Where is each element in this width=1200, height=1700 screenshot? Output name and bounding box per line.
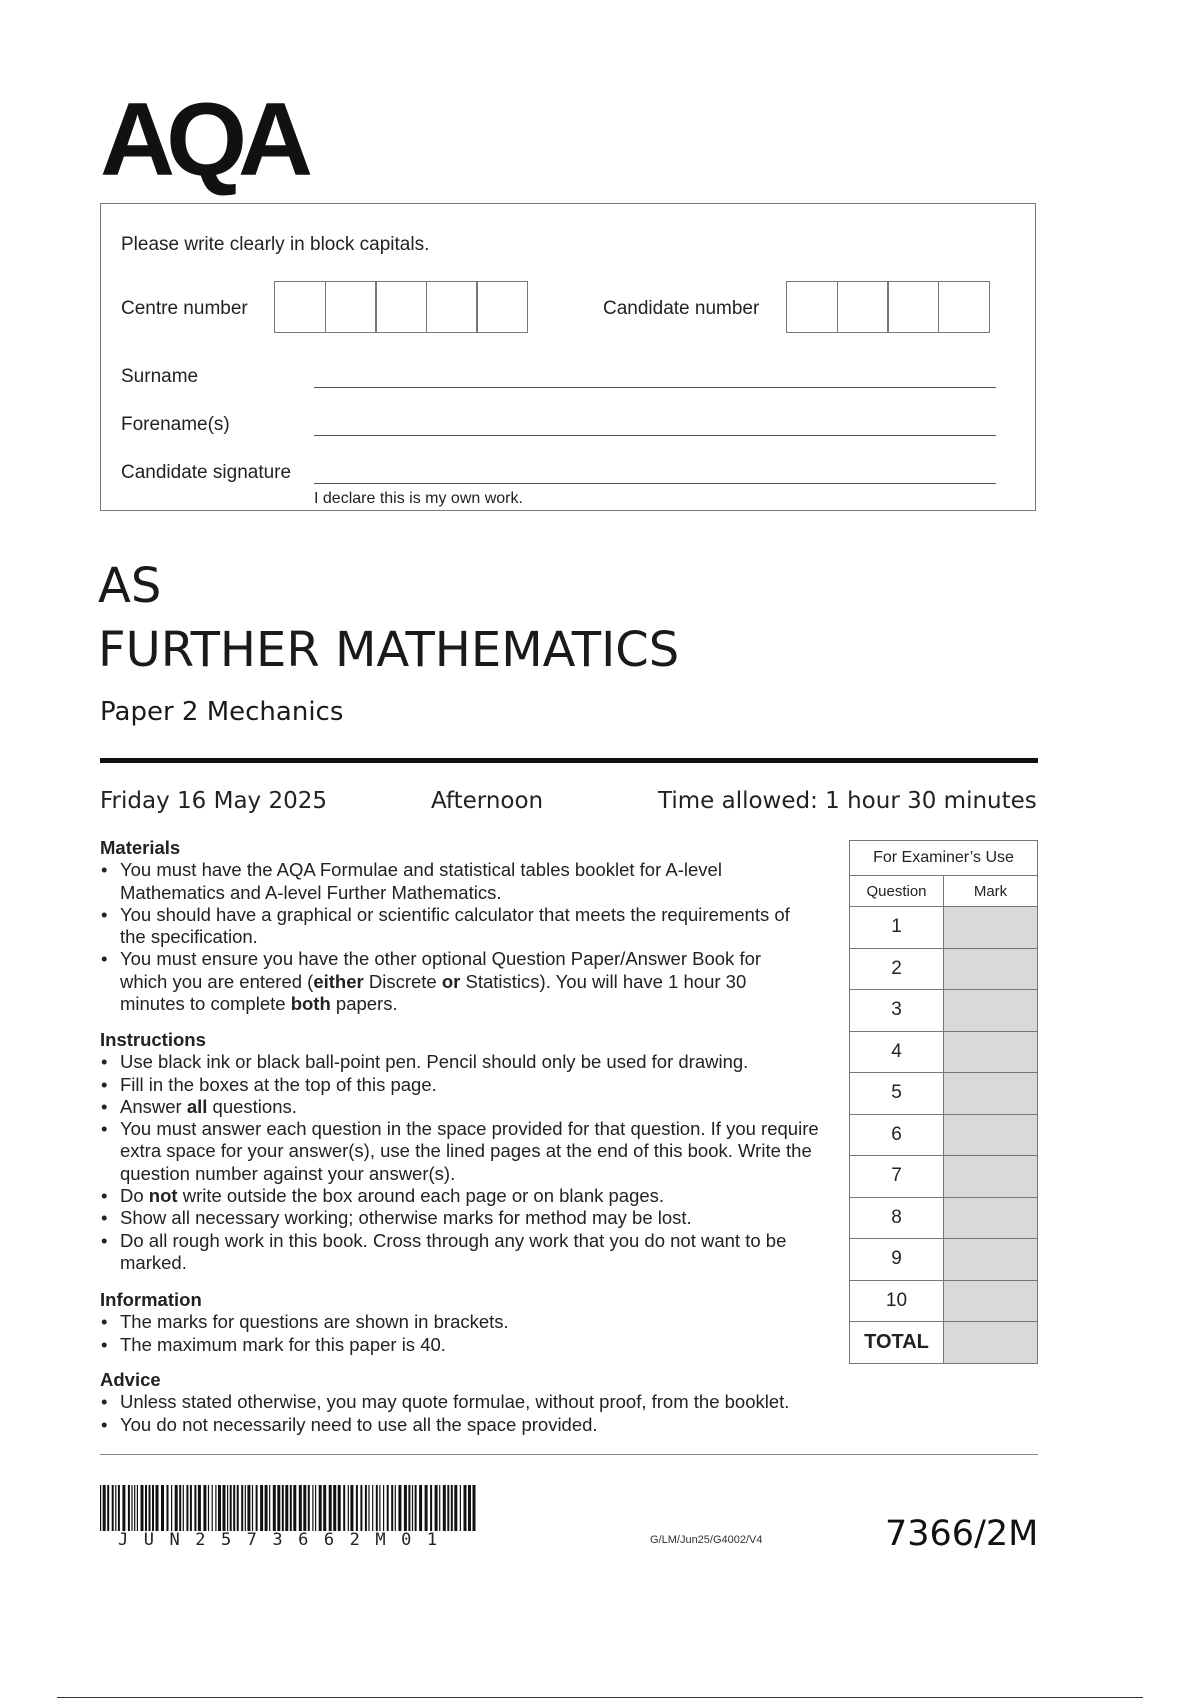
centre-number-digit-box[interactable]: [325, 281, 377, 333]
table-row: [850, 907, 1038, 949]
title-divider: [100, 758, 1038, 763]
paper-title: Paper 2 Mechanics: [100, 697, 344, 727]
surname-line[interactable]: [314, 387, 996, 388]
list-item: • Fill in the boxes at the top of this page.: [100, 1074, 840, 1096]
paper-code: 7366/2M: [885, 1514, 1039, 1554]
centre-number-label: Centre number: [121, 298, 248, 319]
list-item: • Do all rough work in this book. Cross through any work that you do not want to be marked.: [100, 1230, 840, 1275]
table-row: [850, 948, 1038, 990]
time-allowed: Time allowed: 1 hour 30 minutes: [658, 788, 1037, 814]
centre-number-digit-box[interactable]: [274, 281, 326, 333]
mark-cell: [944, 1197, 1038, 1239]
signature-line[interactable]: [314, 483, 996, 484]
total-row: [850, 1322, 1038, 1364]
forenames-label: Forename(s): [121, 414, 230, 435]
mark-cell: [944, 1031, 1038, 1073]
block-capitals-instruction: Please write clearly in block capitals.: [121, 234, 430, 255]
information-heading: Information: [100, 1289, 202, 1310]
centre-number-boxes: [274, 281, 528, 333]
table-row: [850, 1197, 1038, 1239]
question-number: 4: [850, 1031, 944, 1073]
surname-label: Surname: [121, 366, 199, 387]
advice-section: [100, 1369, 1000, 1436]
information-section: [100, 1289, 840, 1356]
candidate-number-label: Candidate number: [603, 298, 760, 319]
candidate-details-box: [100, 203, 1036, 511]
question-number: 9: [850, 1239, 944, 1281]
table-row: [850, 990, 1038, 1032]
list-item: • Unless stated otherwise, you may quote formulae, without proof, from the booklet.: [100, 1391, 1000, 1413]
candidate-number-digit-box[interactable]: [887, 281, 939, 333]
candidate-number-digit-box[interactable]: [837, 281, 889, 333]
mark-cell: [944, 1114, 1038, 1156]
question-number: 8: [850, 1197, 944, 1239]
question-number: 6: [850, 1114, 944, 1156]
examiners-use-table: [849, 840, 1038, 1364]
total-mark-cell: [944, 1322, 1038, 1364]
document-reference-code: G/LM/Jun25/G4002/V4: [650, 1534, 763, 1546]
table-row: [850, 1280, 1038, 1322]
mark-cell: [944, 990, 1038, 1032]
list-item: • You must have the AQA Formulae and statistical tables booklet for A-level Mathematics and A-level Further Mathematics.: [100, 859, 790, 904]
question-number: 2: [850, 948, 944, 990]
question-number: 5: [850, 1073, 944, 1115]
list-item: • Answer all questions.: [100, 1096, 840, 1118]
examiners-use-header: For Examiner’s Use: [850, 841, 1038, 876]
mark-column-header: Mark: [944, 876, 1038, 907]
exam-date: Friday 16 May 2025: [100, 788, 327, 814]
centre-number-digit-box[interactable]: [426, 281, 478, 333]
declaration-text: I declare this is my own work.: [314, 490, 523, 507]
footer-divider: [100, 1454, 1038, 1455]
table-row: [850, 1073, 1038, 1115]
subject-title: FURTHER MATHEMATICS: [98, 622, 680, 678]
candidate-number-digit-box[interactable]: [938, 281, 990, 333]
qualification-level: AS: [98, 558, 162, 614]
page-bottom-line: [57, 1697, 1143, 1698]
table-row: [850, 1031, 1038, 1073]
list-item: • You must answer each question in the space provided for that question. If you require extra space for your answer(s), use the lined pages at the end of this book. Write the question number against your answer(s).: [100, 1118, 840, 1185]
barcode-image: [100, 1485, 478, 1531]
centre-number-digit-box[interactable]: [375, 281, 427, 333]
materials-heading: Materials: [100, 837, 181, 858]
instructions-section: [100, 1029, 840, 1274]
mark-cell: [944, 948, 1038, 990]
instructions-heading: Instructions: [100, 1029, 206, 1050]
total-label: TOTAL: [850, 1322, 944, 1364]
list-item: • You do not necessarily need to use all the space provided.: [100, 1414, 1000, 1436]
question-number: 10: [850, 1280, 944, 1322]
list-item: • Do not write outside the box around each page or on blank pages.: [100, 1185, 840, 1207]
barcode-number: JUN2573662M01: [118, 1530, 453, 1550]
candidate-number-boxes: [786, 281, 990, 333]
question-number: 3: [850, 990, 944, 1032]
list-item: • The maximum mark for this paper is 40.: [100, 1334, 840, 1356]
list-item: • Use black ink or black ball-point pen. Pencil should only be used for drawing.: [100, 1051, 840, 1073]
materials-section: [100, 837, 790, 1015]
mark-cell: [944, 1073, 1038, 1115]
table-row: [850, 1156, 1038, 1198]
aqa-logo: AQA: [100, 82, 305, 198]
list-item: • Show all necessary working; otherwise marks for method may be lost.: [100, 1207, 840, 1229]
mark-cell: [944, 1239, 1038, 1281]
advice-heading: Advice: [100, 1369, 161, 1390]
candidate-signature-label: Candidate signature: [121, 462, 292, 483]
list-item: • You should have a graphical or scientific calculator that meets the requirements of the specification.: [100, 904, 790, 949]
centre-number-digit-box[interactable]: [476, 281, 528, 333]
list-item: • The marks for questions are shown in brackets.: [100, 1311, 840, 1333]
forenames-line[interactable]: [314, 435, 996, 436]
list-item: • You must ensure you have the other optional Question Paper/Answer Book for which you are entered (either Discrete or Statistics). You will have 1 hour 30 minutes to complete both papers.: [100, 948, 790, 1015]
mark-cell: [944, 1156, 1038, 1198]
candidate-number-digit-box[interactable]: [786, 281, 838, 333]
mark-cell: [944, 1280, 1038, 1322]
table-row: [850, 1114, 1038, 1156]
table-row: [850, 1239, 1038, 1281]
exam-session: Afternoon: [431, 788, 544, 814]
question-number: 7: [850, 1156, 944, 1198]
mark-cell: [944, 907, 1038, 949]
question-column-header: Question: [850, 876, 944, 907]
question-number: 1: [850, 907, 944, 949]
